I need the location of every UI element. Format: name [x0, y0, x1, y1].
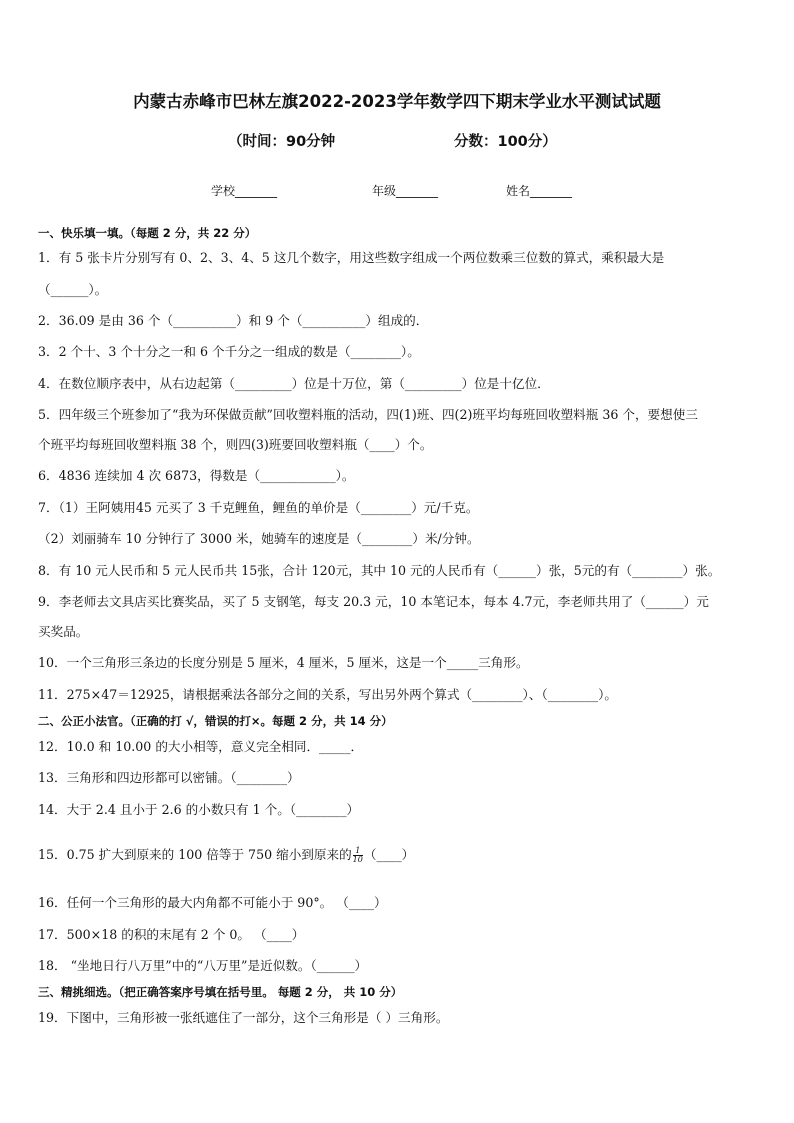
- page-title: 内蒙古赤峰市巴林左旗2022-2023学年数学四下期末学业水平测试试题: [133, 92, 661, 111]
- question-10: 10．一个三角形三条边的长度分别是 5 厘米，4 厘米，5 厘米，这是一个_____三角形。: [38, 655, 529, 670]
- question-15-answer-blank: （____）: [363, 847, 415, 862]
- question-6: 6．4836 连续加 4 次 6873，得数是（____________）。: [38, 468, 355, 483]
- name-field: 姓名_______: [506, 184, 573, 198]
- question-15: [38, 846, 764, 864]
- grade-field: 年级_______: [372, 184, 439, 198]
- question-5-line-2: 个班平均每班回收塑料瓶 38 个，则四(3)班要回收塑料瓶（____）个。: [38, 437, 433, 452]
- question-2: 2．36.09 是由 36 个（__________）和 9 个（__________）组成的．: [38, 313, 429, 328]
- question-18: 18． “坐地日行八万里”中的“八万里”是近似数。（______）: [38, 958, 368, 973]
- exam-score: 分数：100分）: [454, 134, 557, 150]
- question-5-line-1: 5．四年级三个班参加了“我为环保做贡献”回收塑料瓶的活动，四(1)班、四(2)班平均每班回收塑料瓶 36 个，要想使三: [38, 407, 698, 422]
- question-14: 14．大于 2.4 且小于 2.6 的小数只有 1 个。（________）: [38, 802, 360, 817]
- question-7-part-1: 7．（1）王阿姨用45 元买了 3 千克鲤鱼，鲤鱼的单价是（________）元/千克。: [38, 500, 479, 515]
- fraction-one-tenth: [353, 847, 363, 864]
- question-4: 4．在数位顺序表中，从右边起第（_________）位是十万位，第（_________）位是十亿位．: [38, 376, 550, 391]
- question-9-line-2: 买奖品。: [38, 624, 89, 639]
- section-heading-fill-in: 一、快乐填一填。（每题 2 分，共 22 分）: [38, 226, 257, 240]
- fraction-numerator: 1: [353, 847, 363, 856]
- question-1-line-2: （______）。: [38, 282, 108, 297]
- school-field: 学校_______: [211, 184, 278, 198]
- question-9-line-1: 9．李老师去文具店买比赛奖品，买了 5 支钢笔，每支 20.3 元，10 本笔记本，每本 4.7元，李老师共用了（______）元: [38, 594, 709, 609]
- exam-time: （时间：90分钟: [228, 134, 336, 150]
- question-3: 3．2 个十、3 个十分之一和 6 个千分之一组成的数是（________）。: [38, 344, 420, 359]
- question-8: 8．有 10 元人民币和 5 元人民币共 15张，合计 120元，其中 10 元的人民币有（______）张，5元的有（________）张。: [38, 563, 721, 578]
- fraction-denominator: 10: [352, 855, 363, 864]
- question-17: 17．500×18 的积的末尾有 2 个 0。 （____）: [38, 927, 305, 942]
- section-heading-true-false: 二、公正小法官。（正确的打 √，错误的打×。每题 2 分，共 14 分）: [38, 714, 393, 728]
- question-1-line-1: 1．有 5 张卡片分别写有 0、2、3、4、5 这几个数字，用这些数字组成一个两位数乘三位数的算式，乘积最大是: [38, 250, 665, 265]
- question-16: 16．任何一个三角形的最大内角都不可能小于 90°。 （____）: [38, 895, 387, 910]
- question-12: 12．10.0 和 10.00 的大小相等，意义完全相同．_____．: [38, 739, 364, 754]
- question-19: 19．下图中，三角形被一张纸遮住了一部分，这个三角形是（ ）三角形。: [38, 1010, 449, 1025]
- question-13: 13．三角形和四边形都可以密铺。（________）: [38, 770, 300, 785]
- question-7-part-2: （2）刘丽骑车 10 分钟行了 3000 米，她骑车的速度是（________）米/分钟。: [38, 531, 480, 546]
- question-11: 11．275×47＝12925，请根据乘法各部分之间的关系，写出另外两个算式（________）、（________）。: [38, 687, 617, 702]
- section-heading-multiple-choice: 三、精挑细选。（把正确答案序号填在括号里。 每题 2 分， 共 10 分）: [38, 985, 403, 999]
- question-15-text: 15．0.75 扩大到原来的 100 倍等于 750 缩小到原来的: [38, 847, 352, 862]
